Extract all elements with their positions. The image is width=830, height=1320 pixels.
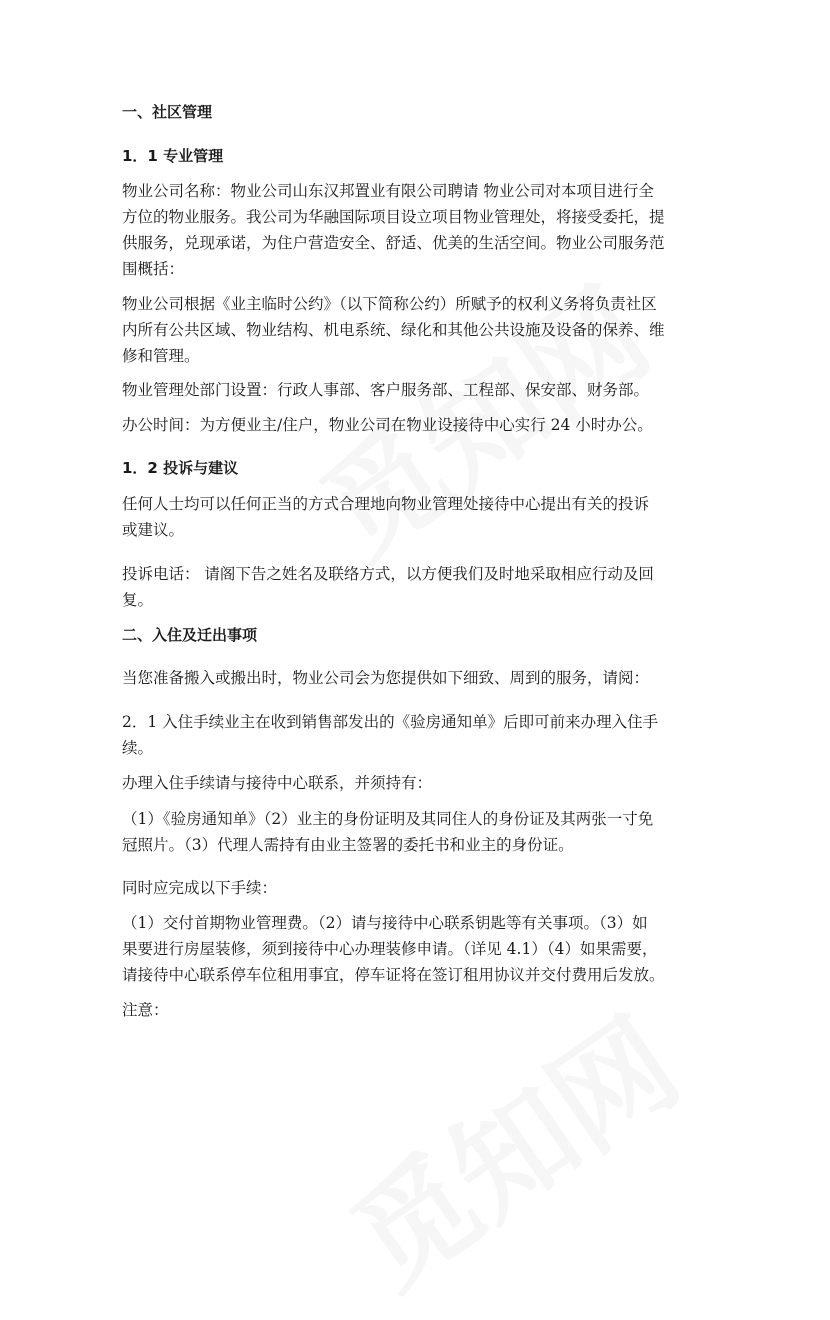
subsection-heading-management: 1．1 专业管理 [122,147,224,165]
paragraph-line: 复。 [122,591,154,609]
section-heading-move-in-out: 二、入住及迁出事项 [122,626,258,644]
paragraph-line: 修和管理。 [122,347,200,365]
subsection-heading-complaints: 1．2 投诉与建议 [122,459,239,477]
paragraph-line: 办理入住手续请与接待中心联系，并须持有： [122,774,433,792]
paragraph-line: 当您准备搬入或搬出时，物业公司会为您提供如下细致、周到的服务，请阅： [122,669,650,687]
paragraph-line: （1）《验房通知单》（2）业主的身份证明及其同住人的身份证及其两张一寸免 [122,810,654,828]
paragraph-line: 任何人士均可以任何正当的方式合理地向物业管理处接待中心提出有关的投诉 [122,495,650,513]
paragraph-line: 请接待中心联系停车位租用事宜，停车证将在签订租用协议并交付费用后发放。 [122,966,665,984]
paragraph-line: 方位的物业服务。我公司为华融国际项目设立项目物业管理处，将接受委托，提 [122,208,665,226]
paragraph-line: 注意： [122,1001,169,1019]
paragraph-line: 投诉电话： 请阁下告之姓名及联络方式，以方便我们及时地采取相应行动及回 [122,565,654,583]
paragraph-line: 冠照片。（3）代理人需持有由业主签署的委托书和业主的身份证。 [122,836,574,854]
paragraph-line: 或建议。 [122,521,185,539]
paragraph-line: 物业公司根据《业主临时公约》（以下简称公约）所赋予的权利义务将负责社区 [122,295,657,313]
section-heading-community: 一、社区管理 [122,103,213,121]
paragraph-line: 同时应完成以下手续： [122,879,278,897]
paragraph-line: 续。 [122,739,154,757]
paragraph-line: 内所有公共区域、物业结构、机电系统、绿化和其他公共设施及设备的保养、维 [122,321,665,339]
paragraph-line: 物业公司名称：物业公司山东汉邦置业有限公司聘请 物业公司对本项目进行全 [122,182,654,200]
paragraph-line: 办公时间：为方便业主/住户，物业公司在物业设接待中心实行 24 小时办公。 [122,416,653,434]
paragraph-line: 供服务，兑现承诺，为住户营造安全、舒适、优美的生活空间。物业公司服务范 [122,234,665,252]
paragraph-line: 果要进行房屋装修，须到接待中心办理装修申请。（详见 4.1）（4）如果需要， [122,940,658,958]
paragraph-line: （1）交付首期物业管理费。（2）请与接待中心联系钥匙等有关事项。（3）如 [122,914,648,932]
paragraph-line: 物业管理处部门设置：行政人事部、客户服务部、工程部、保安部、财务部。 [122,381,650,399]
paragraph-line: 围概括： [122,260,185,278]
watermark [313,972,707,1319]
paragraph-line: 2．1 入住手续业主在收到销售部发出的《验房通知单》后即可前来办理入住手 [122,713,659,731]
